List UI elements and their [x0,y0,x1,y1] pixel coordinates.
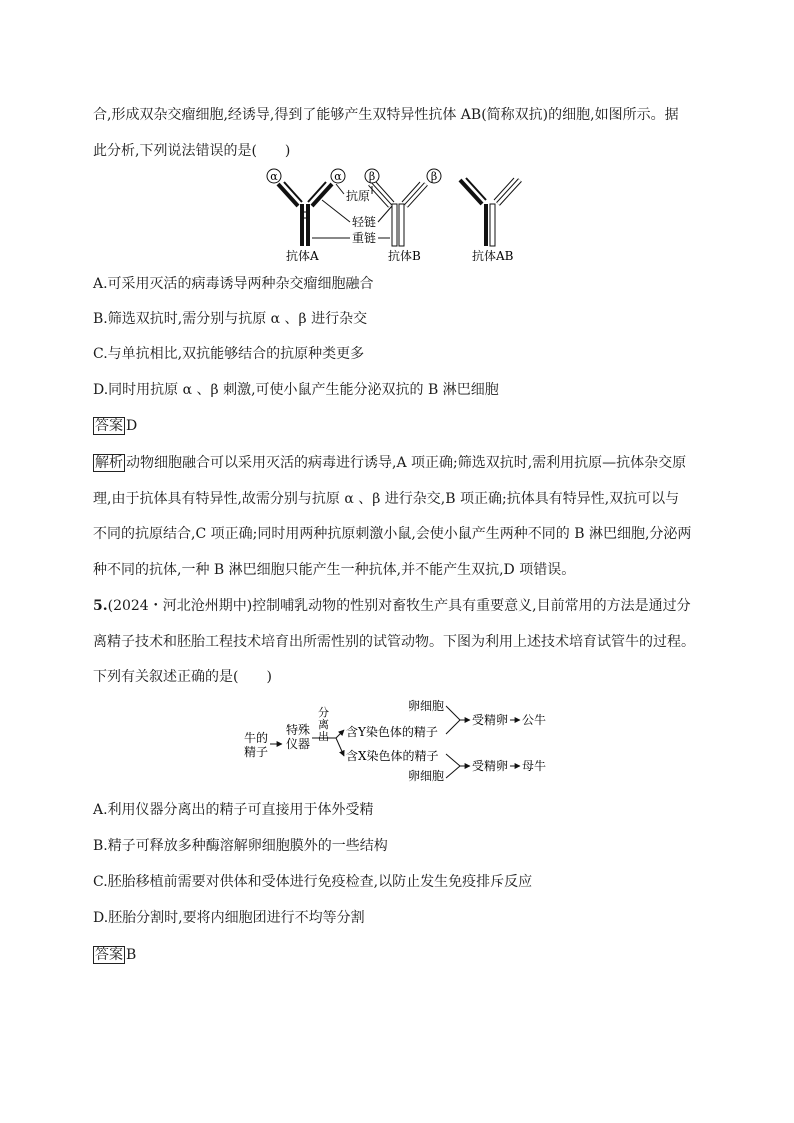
antibody-a-diagram [267,169,345,246]
q5-option-c: C.胚胎移植前需要对供体和受体进行免疫检查,以防止发生免疫排斥反应 [93,874,533,890]
antibody-b-label: 抗体B [388,249,421,263]
answer-label: 答案 [95,418,123,434]
heavy-chain-label: 重链 [352,231,377,245]
fertilized-egg-bottom-label: 受精卵 [472,759,509,773]
cow-sperm-label-1: 牛的 [244,731,269,745]
q5-answer [93,945,136,965]
q4-answer [93,416,137,436]
separate-label-1: 分 [318,706,329,719]
q4-analysis-line-4: 种不同的抗体,一种 B 淋巴细胞只能产生一种抗体,并不能产生双抗,D 项错误。 [93,562,576,578]
fertilized-egg-top-label: 受精卵 [472,713,509,727]
separate-label-3: 出 [318,730,329,743]
x-sperm-label: 含X染色体的精子 [346,749,439,763]
antibody-figure [260,166,540,266]
answer-value: B [126,947,137,963]
light-chain-label: 轻链 [352,215,377,229]
antibody-a-label: 抗体A [286,249,319,263]
q4-option-b: B.筛选双抗时,需分别与抗原 α 、β 进行杂交 [93,311,368,327]
device-label-2: 仪器 [286,737,311,751]
egg-top-label: 卵细胞 [408,699,445,713]
cow-sperm-label-2: 精子 [244,745,269,759]
q5-number: 5. [93,598,108,614]
answer-label: 答案 [95,947,123,963]
analysis-label: 解析 [95,455,123,471]
analysis-text-1: 动物细胞融合可以采用灭活的病毒进行诱导,A 项正确;筛选双抗时,需利用抗原—抗体杂交原 [126,455,687,471]
antibody-ab-label: 抗体AB [472,249,514,263]
q5-stem-text-1: (2024・河北沧州期中)控制哺乳动物的性别对畜牧生产具有重要意义,目前常用的方法是通过分 [107,598,691,614]
alpha-label-1: α [270,170,278,183]
answer-value: D [126,418,138,434]
q4-option-c: C.与单抗相比,双抗能够结合的抗原种类更多 [93,346,365,362]
antibody-b-diagram [365,169,441,246]
device-label-1: 特殊 [286,723,311,737]
q5-option-d: D.胚胎分割时,要将内细胞团进行不均等分割 [93,910,365,926]
cow-label: 母牛 [522,759,547,773]
q4-option-d: D.同时用抗原 α 、β 刺激,可使小鼠产生能分泌双抗的 B 淋巴细胞 [93,382,499,398]
q4-stem-line-2: 此分析,下列说法错误的是( ) [93,143,291,159]
y-sperm-label: 含Y染色体的精子 [346,725,438,739]
q5-option-b: B.精子可释放多种酶溶解卵细胞膜外的一些结构 [93,838,388,854]
antibody-ab-diagram [460,178,520,246]
q4-option-a: A.可采用灭活的病毒诱导两种杂交瘤细胞融合 [93,276,374,292]
sperm-separation-figure [238,698,568,782]
q4-analysis-line-1 [93,453,686,473]
beta-label-2: β [430,170,438,183]
beta-label-1: β [368,170,376,183]
separate-label-2: 离 [318,718,329,731]
bull-label: 公牛 [522,713,547,727]
q5-stem-line-1 [93,596,691,616]
q4-stem-line-1: 合,形成双杂交瘤细胞,经诱导,得到了能够产生双特异性抗体 AB(简称双抗)的细胞,如图所示。据 [93,107,679,123]
q5-option-a: A.利用仪器分离出的精子可直接用于体外受精 [93,802,374,818]
q4-analysis-line-3: 不同的抗原结合,C 项正确;同时用两种抗原刺激小鼠,会使小鼠产生两种不同的 B 淋巴细胞,分泌两 [93,526,692,542]
q5-stem-line-2: 离精子技术和胚胎工程技术培育出所需性别的试管动物。下图为利用上述技术培育试管牛的过程。 [93,634,695,650]
q5-stem-line-3: 下列有关叙述正确的是( ) [93,669,272,685]
egg-bottom-label: 卵细胞 [408,769,445,782]
q4-analysis-line-2: 理,由于抗体具有特异性,故需分别与抗原 α 、β 进行杂交,B 项正确;抗体具有特异性,双抗可以与 [93,491,680,507]
antigen-label: 抗原 [346,189,371,203]
alpha-label-2: α [334,170,342,183]
